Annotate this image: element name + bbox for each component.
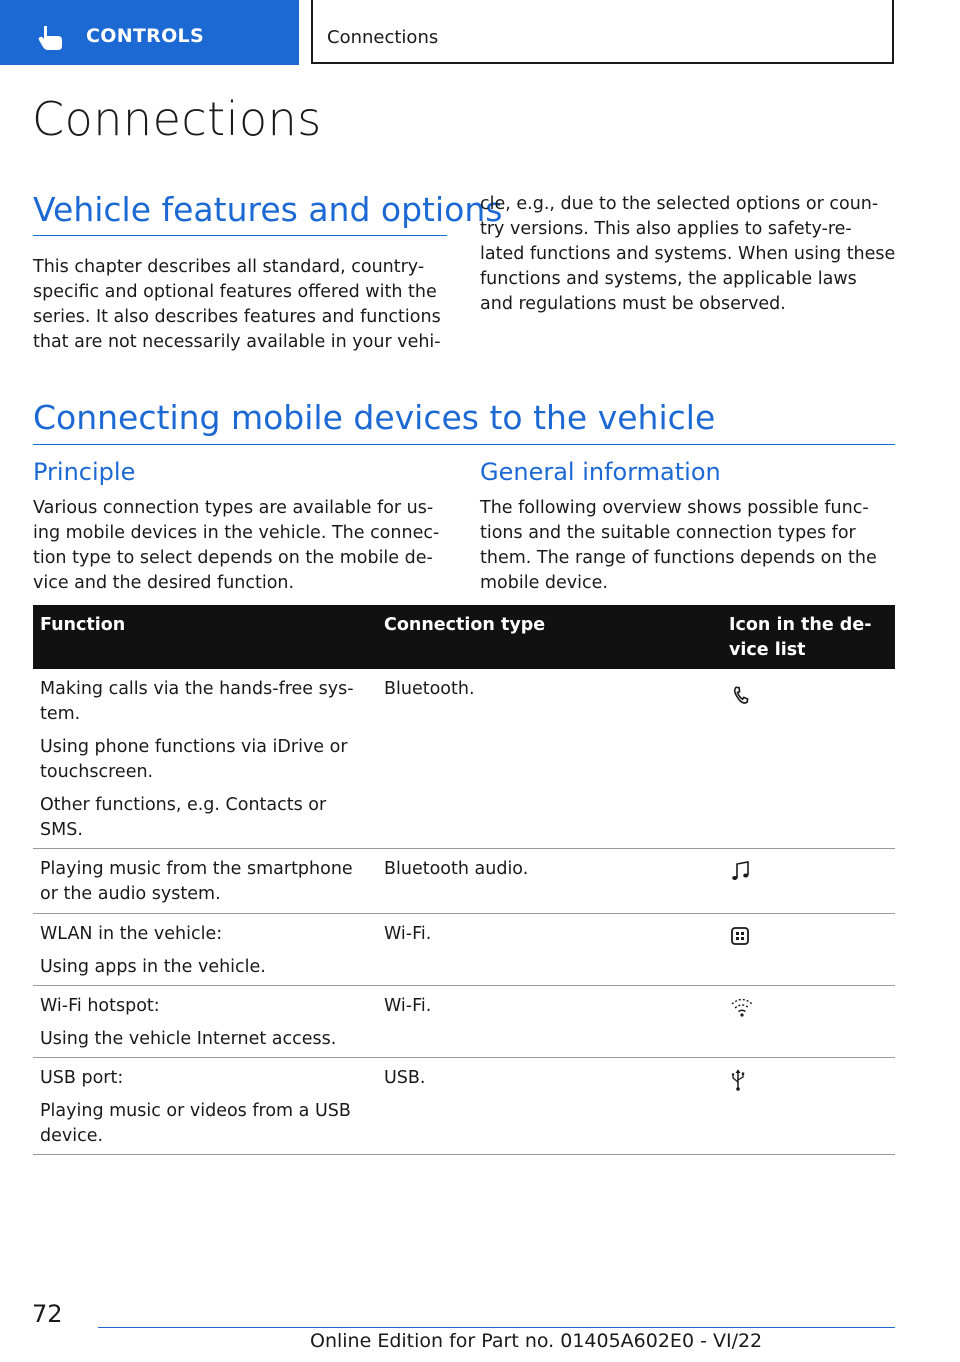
text-line: specific and optional features offered with the <box>33 282 437 302</box>
section-tab-label: CONTROLS <box>86 25 204 47</box>
cell-paragraph <box>40 677 370 727</box>
section-heading-vehicle-features: Vehicle features and options <box>33 190 503 229</box>
function-cell <box>40 677 370 851</box>
cell-paragraph <box>40 1099 370 1149</box>
connection-type-cell: Bluetooth audio. <box>384 859 529 879</box>
text-line: try versions. This also applies to safety-re- <box>480 219 852 239</box>
text-line: This chapter describes all standard, country- <box>33 257 425 277</box>
subheading-general-information: General information <box>480 458 721 486</box>
cell-paragraph <box>40 793 370 843</box>
text-line: series. It also describes features and functions <box>33 307 441 327</box>
text-line: Using apps in the vehicle. <box>40 957 266 977</box>
connection-type-cell: Bluetooth. <box>384 679 475 699</box>
text-line: tem. <box>40 704 81 724</box>
text-line: Using phone functions via iDrive or <box>40 737 348 757</box>
footer-rule <box>98 1327 895 1328</box>
usb-icon <box>730 1068 746 1092</box>
wifi-icon <box>730 996 754 1018</box>
cell-paragraph <box>40 1066 370 1091</box>
pointing-hand-icon <box>36 24 66 52</box>
text-line: or the audio system. <box>40 884 221 904</box>
page-title: Connections <box>32 92 322 146</box>
table-row <box>33 669 895 849</box>
cell-paragraph <box>40 735 370 785</box>
phone-icon <box>730 685 752 707</box>
section-tab-controls[interactable] <box>0 0 299 65</box>
text-line: WLAN in the vehicle: <box>40 924 223 944</box>
vehicle-features-text-col2 <box>480 192 900 317</box>
text-line: SMS. <box>40 820 83 840</box>
text-line: Playing music or videos from a USB <box>40 1101 351 1121</box>
text-line: touchscreen. <box>40 762 154 782</box>
text-line: vice and the desired function. <box>33 573 295 593</box>
table-row <box>33 1058 895 1155</box>
heading-rule <box>33 444 895 445</box>
section-heading-connecting: Connecting mobile devices to the vehicle <box>33 398 716 437</box>
text-line: Making calls via the hands-free sys- <box>40 679 354 699</box>
text-line: Other functions, e.g. Contacts or <box>40 795 327 815</box>
cell-paragraph <box>40 994 370 1019</box>
text-line: ing mobile devices in the vehicle. The connec- <box>33 523 440 543</box>
text-line: cle, e.g., due to the selected options or coun- <box>480 194 879 214</box>
function-cell <box>40 994 370 1060</box>
page-number: 72 <box>32 1300 63 1328</box>
table-row <box>33 914 895 986</box>
column-header-connection-type: Connection type <box>384 615 546 635</box>
text-line: The following overview shows possible func- <box>480 498 869 518</box>
cell-paragraph <box>40 1027 370 1052</box>
text-line: them. The range of functions depends on the <box>480 548 877 568</box>
table-row <box>33 986 895 1058</box>
header-line: vice list <box>729 640 806 660</box>
text-line: tion type to select depends on the mobile de- <box>33 548 433 568</box>
table-header <box>33 605 895 669</box>
cell-paragraph <box>40 857 370 907</box>
connection-type-cell: USB. <box>384 1068 426 1088</box>
text-line: USB port: <box>40 1068 124 1088</box>
header-line: Icon in the de- <box>729 615 872 635</box>
principle-text <box>33 496 453 596</box>
function-cell <box>40 857 370 915</box>
text-line: tions and the suitable connection types for <box>480 523 856 543</box>
cell-paragraph <box>40 955 370 980</box>
connection-type-cell: Wi-Fi. <box>384 996 432 1016</box>
text-line: Wi-Fi hotspot: <box>40 996 160 1016</box>
connections-table <box>33 605 895 1155</box>
footer-edition-text: Online Edition for Part no. 01405A602E0 - VI/22 <box>310 1330 763 1352</box>
chapter-tab-label: Connections <box>327 27 439 48</box>
text-line: device. <box>40 1126 104 1146</box>
function-cell <box>40 922 370 988</box>
cell-paragraph <box>40 922 370 947</box>
general-information-text <box>480 496 900 596</box>
table-row <box>33 849 895 914</box>
text-line: mobile device. <box>480 573 608 593</box>
text-line: Using the vehicle Internet access. <box>40 1029 337 1049</box>
connection-type-cell: Wi-Fi. <box>384 924 432 944</box>
function-cell <box>40 1066 370 1157</box>
music-note-icon <box>730 859 752 883</box>
text-line: Playing music from the smartphone <box>40 859 353 879</box>
column-header-function: Function <box>40 615 126 635</box>
text-line: functions and systems, the applicable laws <box>480 269 857 289</box>
heading-rule <box>33 235 447 236</box>
chapter-tab <box>311 0 894 64</box>
text-line: Various connection types are available for us- <box>33 498 434 518</box>
subheading-principle: Principle <box>33 458 136 486</box>
text-line: lated functions and systems. When using these <box>480 244 896 264</box>
column-header-icon <box>729 613 871 663</box>
apps-icon <box>730 926 750 946</box>
text-line: and regulations must be observed. <box>480 294 786 314</box>
vehicle-features-text-col1 <box>33 255 453 355</box>
text-line: that are not necessarily available in your vehi- <box>33 332 441 352</box>
